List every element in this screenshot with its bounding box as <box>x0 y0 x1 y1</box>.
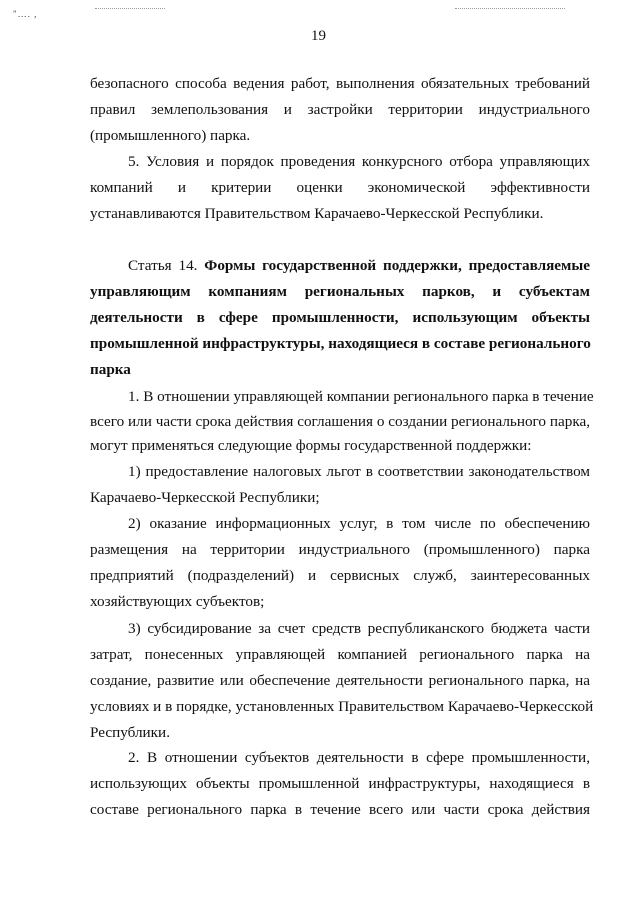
text-line: безопасного способа ведения работ, выполнения обязательных требований <box>90 75 590 92</box>
text-line: могут применяться следующие формы государственной поддержки: <box>90 437 532 454</box>
text-line: деятельности в сфере промышленности, использующим объекты <box>90 309 590 326</box>
paragraph-subitem-2 <box>90 511 590 615</box>
text-line: 3) субсидирование за счет средств республиканского бюджета части <box>128 620 590 637</box>
paragraph-continuation <box>90 71 590 149</box>
text-line: правил землепользования и застройки территории индустриального <box>90 101 590 118</box>
page-number: 19 <box>311 28 326 44</box>
scan-noise <box>455 8 565 11</box>
paragraph-subitem-1 <box>90 459 590 511</box>
paragraph-item-1 <box>90 385 594 459</box>
text-line: условиях и в порядке, установленных Правительством Карачаево-Черкесской <box>90 698 594 715</box>
text-line: компаний и критерии оценки экономической эффективности <box>90 179 590 196</box>
text-line: устанавливаются Правительством Карачаево-Черкесской Республики. <box>90 205 544 222</box>
text-line: 2. В отношении субъектов деятельности в сфере промышленности, <box>128 749 590 766</box>
text-line: затрат, понесенных управляющей компанией регионального парка на <box>90 646 590 663</box>
paragraph-subitem-3 <box>90 616 594 746</box>
text-line: размещения на территории индустриального (промышленного) парка <box>90 541 590 558</box>
text-line: (промышленного) парка. <box>90 127 251 144</box>
paragraph-item-2 <box>90 745 590 823</box>
text-line: 5. Условия и порядок проведения конкурсного отбора управляющих <box>128 153 590 170</box>
text-line: использующих объекты промышленной инфраструктуры, находящиеся в <box>90 775 590 792</box>
article-number: Статья 14. <box>128 257 205 274</box>
scan-noise <box>95 8 165 11</box>
text-line: создание, развитие или обеспечение деятельности регионального парка, на <box>90 672 590 689</box>
text-line: промышленной инфраструктуры, находящиеся в составе регионального <box>90 335 591 352</box>
text-line: парка <box>90 361 131 378</box>
text-line: Республики. <box>90 724 170 741</box>
article-title: Формы государственной поддержки, предоставляемые <box>204 257 590 274</box>
text-line: предприятий (подразделений) и сервисных служб, заинтересованных <box>90 567 590 584</box>
text-line: хозяйствующих субъектов; <box>90 593 265 610</box>
text-line <box>90 253 590 279</box>
text-line: составе регионального парка в течение всего или части срока действия <box>90 801 590 818</box>
text-line: Карачаево-Черкесской Республики; <box>90 489 320 506</box>
text-line: управляющим компаниям региональных парков, и субъектам <box>90 283 590 300</box>
scan-mark: "…. , <box>13 9 38 19</box>
article-heading <box>90 253 590 383</box>
text-line: 1. В отношении управляющей компании регионального парка в течение <box>128 388 594 405</box>
text-line: всего или части срока действия соглашения о создании регионального парка, <box>90 412 590 430</box>
paragraph-item-5 <box>90 149 590 227</box>
text-line: 2) оказание информационных услуг, в том числе по обеспечению <box>128 515 590 532</box>
text-line: 1) предоставление налоговых льгот в соответствии законодательством <box>128 463 590 480</box>
